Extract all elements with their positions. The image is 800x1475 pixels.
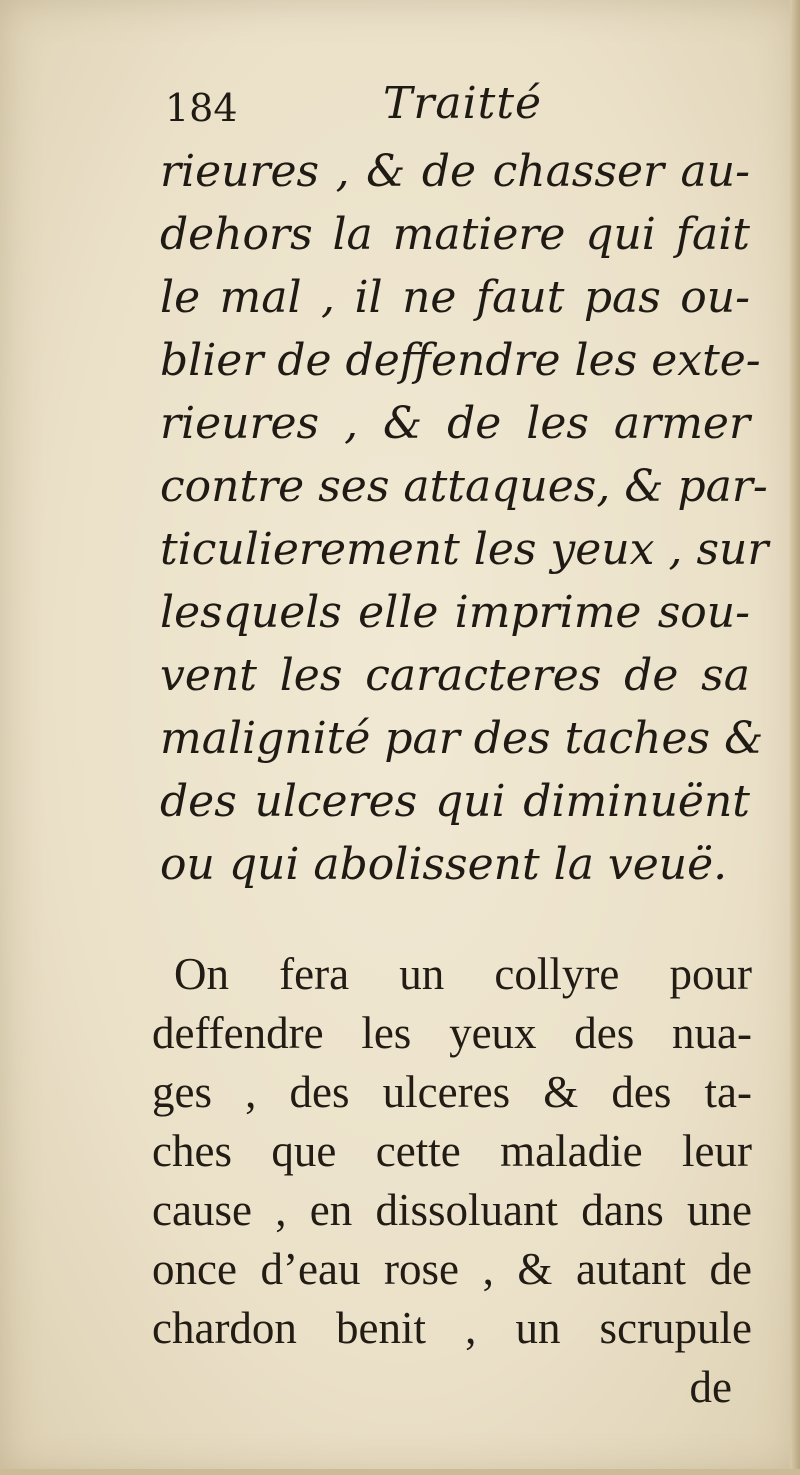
- text-line: le mal , il ne faut pas ou-: [160, 272, 750, 323]
- page-edge-right: [790, 0, 800, 1475]
- roman-paragraph: [152, 945, 752, 1417]
- page-header: [165, 78, 565, 138]
- text-line: lesquels elle imprime sou-: [160, 587, 750, 638]
- text-line: des ulceres qui diminuënt: [160, 776, 750, 827]
- text-line: contre ses attaques, & par-: [160, 461, 768, 512]
- text-line: once d’eau rose , & autant de: [152, 1244, 752, 1294]
- text-line: chardon benit , un scrupule: [152, 1303, 752, 1353]
- text-line: cause , en dissoluant dans une: [152, 1185, 752, 1235]
- text-line: ticulierement les yeux , sur: [160, 524, 769, 575]
- text-line: malignité par des taches &: [160, 713, 764, 764]
- italic-paragraph: [160, 140, 769, 896]
- page-number: 184: [165, 86, 238, 130]
- page-edge-bottom: [0, 1469, 800, 1475]
- running-title: Traitté: [383, 78, 543, 129]
- text-line: deffendre les yeux des nua-: [152, 1008, 752, 1058]
- text-line: ges , des ulceres & des ta-: [152, 1067, 752, 1117]
- text-line: vent les caracteres de sa: [160, 650, 750, 701]
- text-line: dehors la matiere qui fait: [160, 209, 750, 260]
- text-line: ches que cette maladie leur: [152, 1126, 752, 1176]
- text-line: rieures , & de chasser au-: [160, 146, 750, 197]
- text-line: rieures , & de les armer: [160, 398, 750, 449]
- text-line: ou qui abolissent la veuë.: [160, 839, 728, 890]
- text-line: blier de deffendre les exte-: [160, 335, 761, 386]
- text-line: On fera un collyre pour: [174, 949, 752, 999]
- catchword: de: [689, 1362, 732, 1412]
